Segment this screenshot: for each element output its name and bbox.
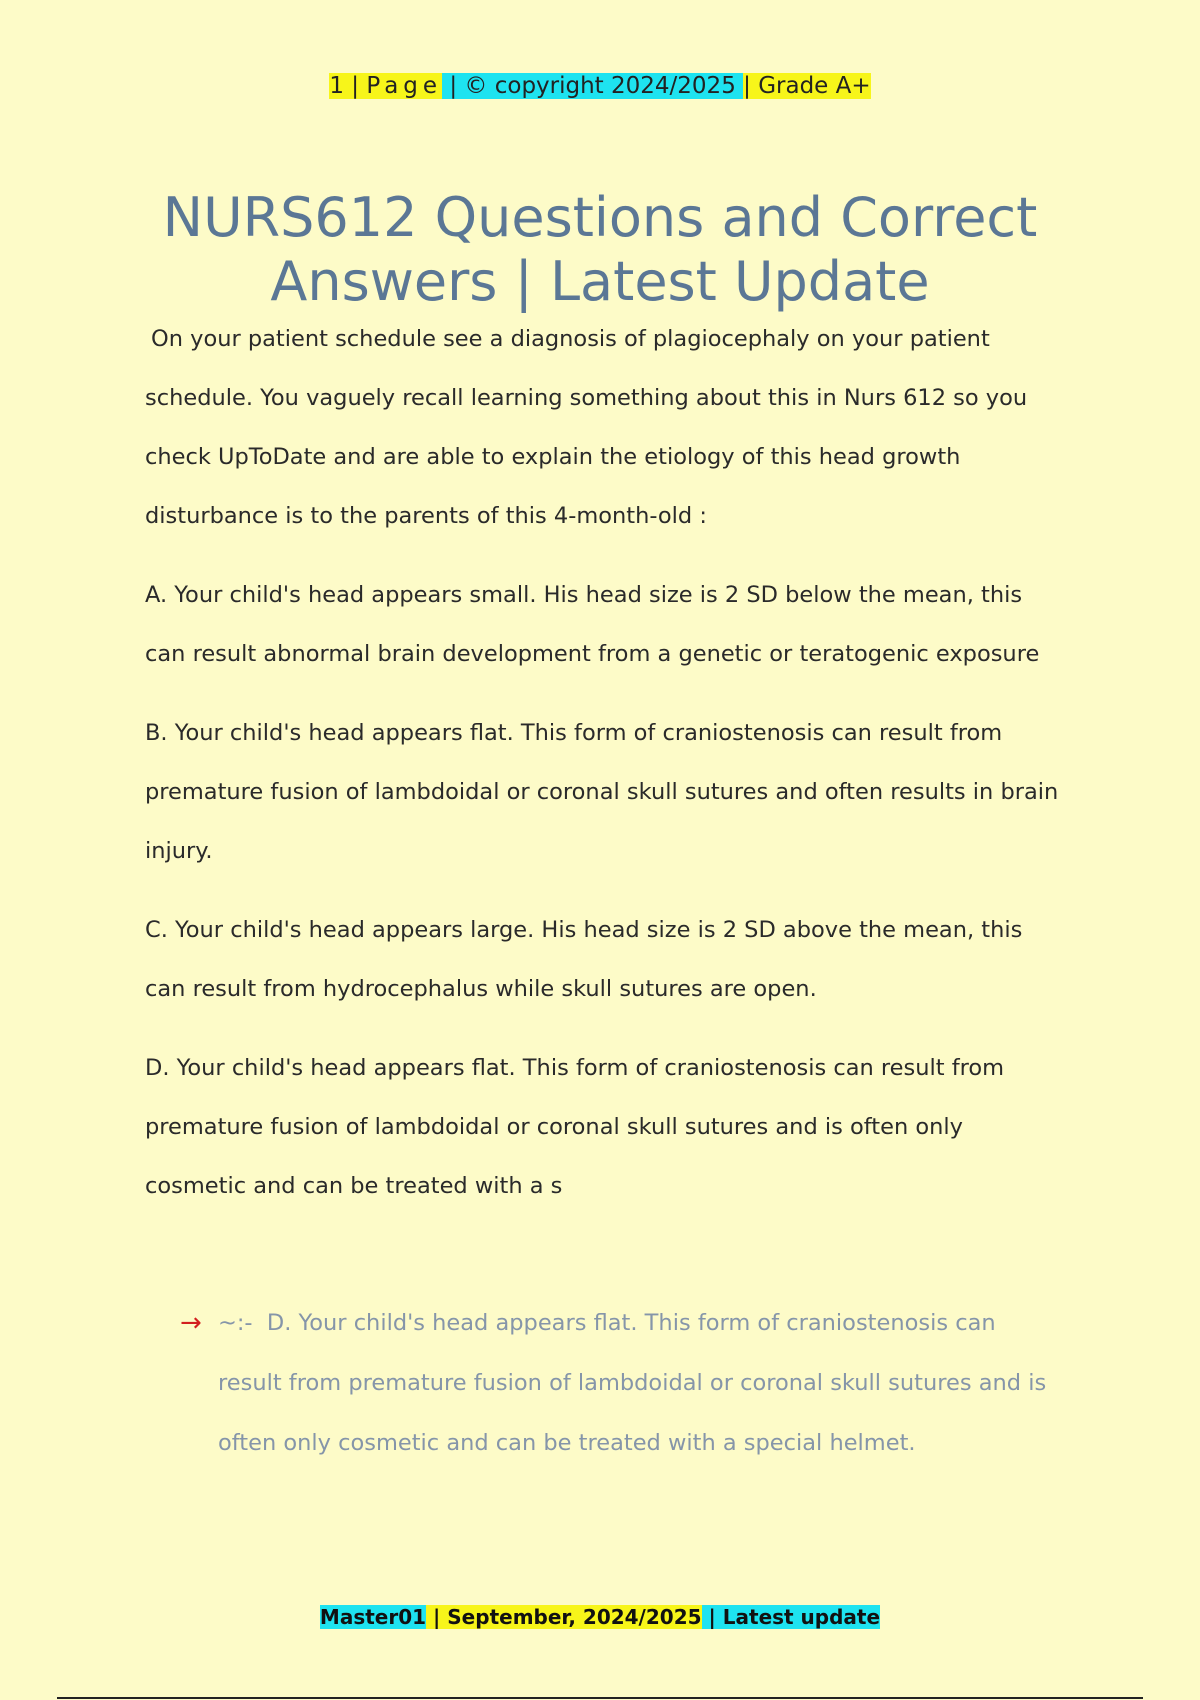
option-a: A. Your child's head appears small. His head size is 2 SD below the mean, this can result abnormal brain development from a genetic or teratogenic exposure	[145, 582, 1040, 667]
footer-divider	[57, 1697, 1143, 1699]
option-c: C. Your child's head appears large. His head size is 2 SD above the mean, this can result from hydrocephalus while skull sutures are open.	[145, 917, 1023, 1002]
arrow-right-icon: →	[180, 1308, 202, 1338]
copyright-notice: | © copyright 2024/2025	[442, 73, 744, 99]
option-b: B. Your child's head appears flat. This form of craniostenosis can result from premature fusion of lambdoidal or coronal skull sutures and often results in brain injury.	[145, 720, 1059, 864]
question-block	[145, 310, 1060, 1216]
page-footer	[0, 1603, 1200, 1631]
answer-text: D. Your child's head appears flat. This form of craniostenosis can result from premature fusion of lambdoidal or coronal skull sutures and is often only cosmetic and can be treated with a special helmet.	[218, 1310, 1047, 1456]
header-separator: |	[343, 73, 367, 99]
page-number: 1	[329, 73, 344, 99]
footer-separator: |	[426, 1605, 448, 1629]
answer-text-wrapper	[218, 1293, 1050, 1473]
footer-author: Master01	[319, 1605, 427, 1629]
document-title: NURS612 Questions and Correct Answers | Latest Update	[162, 186, 1038, 313]
page-header	[0, 70, 1200, 102]
answer-prefix: ~:-	[218, 1310, 253, 1336]
grade-label: | Grade A+	[743, 73, 871, 99]
page-label: Page	[366, 73, 443, 99]
footer-date: September, 2024/2025	[447, 1605, 702, 1629]
footer-update: Latest update	[722, 1605, 881, 1629]
answer-block	[180, 1293, 1050, 1473]
option-d: D. Your child's head appears flat. This form of craniostenosis can result from premature fusion of lambdoidal or coronal skull sutures and is often only cosmetic and can be treated with a s	[145, 1055, 1005, 1199]
footer-separator-2: |	[701, 1605, 723, 1629]
question-stem: On your patient schedule see a diagnosis of plagiocephaly on your patient schedule. You vaguely recall learning something about this in Nurs 612 so you check UpToDate and are able to explain the etiology of this head growth disturbance is to the parents of this 4-month-old :	[145, 326, 1028, 529]
